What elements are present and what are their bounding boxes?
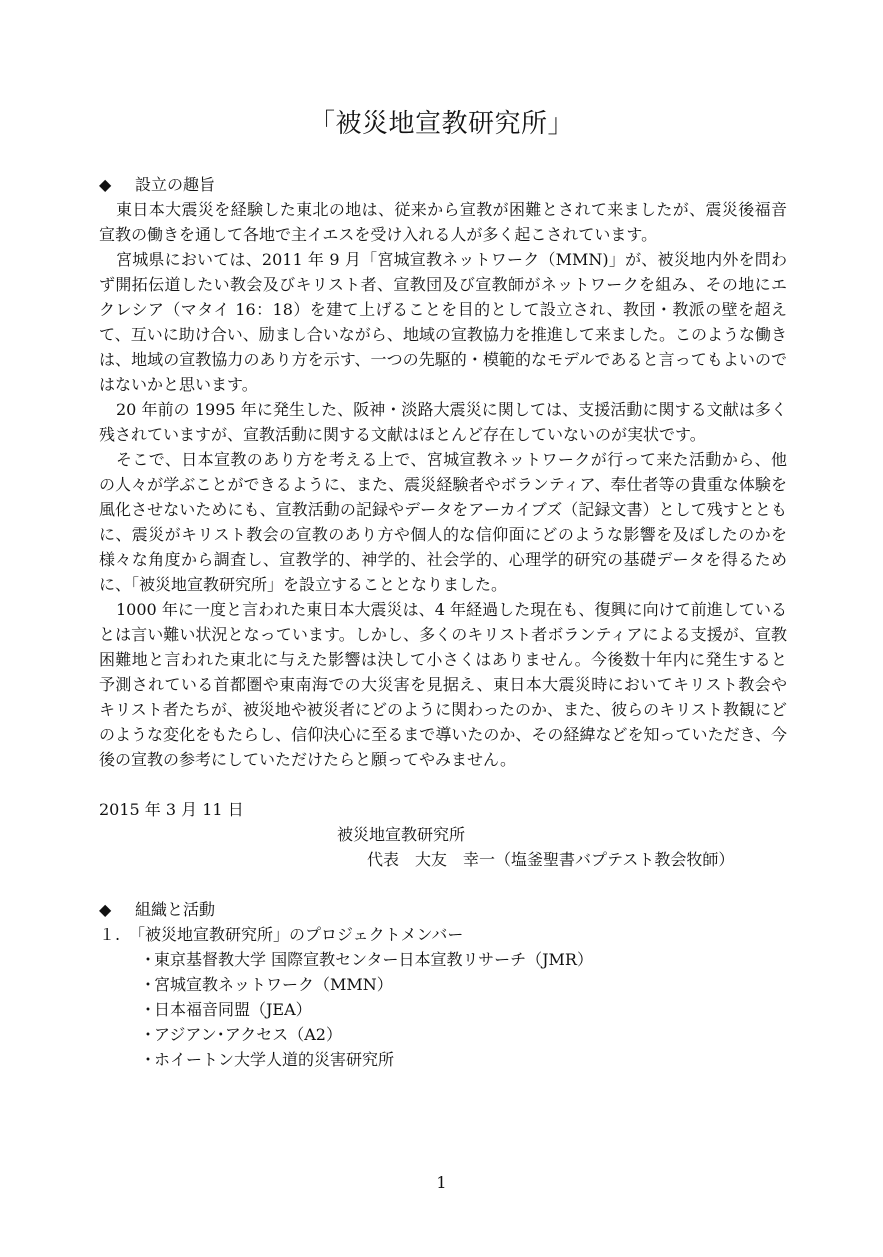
- dot-bullet-icon: ・: [140, 1000, 157, 1019]
- list-item: [140, 947, 787, 972]
- list-item: [140, 1047, 787, 1072]
- member-name: 東京基督教大学 国際宣教センター日本宣教リサーチ（JMR）: [154, 950, 593, 969]
- member-name: アジアン･アクセス（A2）: [154, 1025, 342, 1044]
- section-heading-organization: [99, 897, 787, 922]
- list-item: [140, 1022, 787, 1047]
- paragraph: 東日本大震災を経験した東北の地は、従来から宣教が困難とされて来ましたが、震災後福音宣教の働きを通して各地で主イエスを受け入れる人が多く起こされています。: [99, 200, 787, 244]
- dot-bullet-icon: ・: [140, 1050, 157, 1069]
- member-list: [99, 947, 787, 1072]
- section-heading-text: 組織と活動: [135, 900, 216, 919]
- blank-line: [99, 772, 787, 797]
- paragraph: 1000 年に一度と言われた東日本大震災は、4 年経過した現在も、復興に向けて前進しているとは言い難い状況となっています。しかし、多くのキリスト者ボランティアによる支援が、宣教困難地と言われた東北に与えた影響は決して小さくはありません。今後数十年内に発生すると予測されている首都圏や東南海での大災害を見据え、東日本大震災時においてキリスト教会やキリスト者たちが、被災地や被災者にどのように関わったのか、また、彼らのキリスト教観にどのような変化をもたらし、信仰決心に至るまで導いたのか、その経緯などを知っていただき、今後の宣教の参考にしていただけたらと願ってやみません。: [99, 600, 787, 769]
- section-heading-purpose: [99, 172, 787, 197]
- blank-line: [99, 872, 787, 897]
- page-number: 1: [436, 1173, 447, 1192]
- member-name: ホイートン大学人道的災害研究所: [154, 1050, 395, 1069]
- paragraph: 20 年前の 1995 年に発生した、阪神・淡路大震災に関しては、支援活動に関する文献は多く残されていますが、宣教活動に関する文献はほとんど存在していないのが実状です。: [99, 400, 787, 444]
- dot-bullet-icon: ・: [140, 975, 157, 994]
- dot-bullet-icon: ・: [140, 1025, 157, 1044]
- list-title-text: 「被災地宣教研究所」のプロジェクトメンバー: [129, 925, 464, 944]
- list-item: [140, 997, 787, 1022]
- member-name: 宮城宣教ネットワーク（MMN）: [154, 975, 393, 994]
- list-number: １.: [99, 925, 121, 944]
- paragraph: 宮城県においては、2011 年 9 月「宮城宣教ネットワーク（MMN)」が、被災地内外を問わず開拓伝道したい教会及びキリスト者、宣教団及び宣教師がネットワークを組み、その地にエクレシア（マタイ 16：18）を建て上げることを目的として設立され、教団・教派の壁を超えて、互いに助け合い、励まし合いながら、地域の宣教協力を推進して来ました。このような働きは、地域の宣教協力のあり方を示す、一つの先駆的・模範的なモデルであると言ってもよいのではないかと思います。: [99, 250, 787, 394]
- member-name: 日本福音同盟（JEA）: [154, 1000, 312, 1019]
- section-heading-text: 設立の趣旨: [135, 175, 216, 194]
- paragraph: そこで、日本宣教のあり方を考える上で、宮城宣教ネットワークが行って来た活動から、他の人々が学ぶことができるように、また、震災経験者やボランティア、奉仕者等の貴重な体験を風化させないためにも、宣教活動の記録やデータをアーカイブズ（記録文書）として残すとともに、震災がキリスト教会の宣教のあり方や個人的な信仰面にどのような影響を及ぼしたのかを様々な角度から調査し、宣教学的、神学的、社会学的、心理学的研究の基礎データを得るために、「被災地宣教研究所」を設立することとなりました。: [99, 450, 787, 594]
- project-members-title: [99, 922, 787, 947]
- document-body: [99, 172, 787, 1072]
- dot-bullet-icon: ・: [140, 950, 157, 969]
- signature-date: 2015 年 3 月 11 日: [99, 800, 244, 819]
- signature-representative: 代表 大友 幸一（塩釜聖書バプテスト教会牧師）: [367, 850, 735, 869]
- diamond-bullet-icon: ◆: [99, 900, 112, 919]
- document-title: 「被災地宣教研究所」: [308, 109, 574, 139]
- list-item: [140, 972, 787, 997]
- signature-organization: 被災地宣教研究所: [337, 825, 466, 844]
- diamond-bullet-icon: ◆: [99, 175, 112, 194]
